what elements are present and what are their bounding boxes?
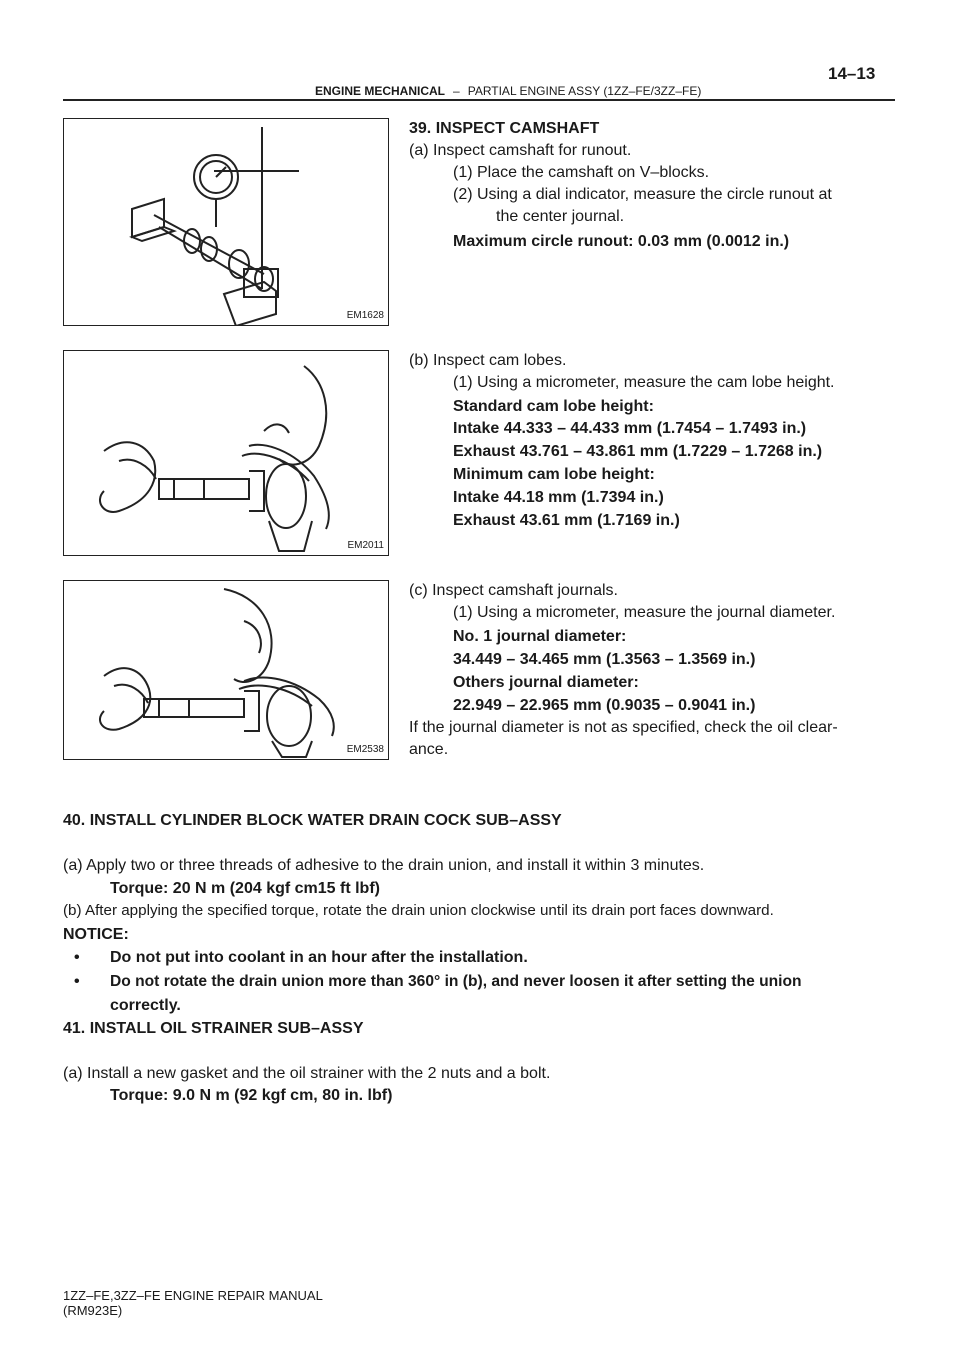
others-journal-title: Others journal diameter: bbox=[453, 674, 639, 691]
step-39-c1: (1) Using a micrometer, measure the journal diameter. bbox=[453, 604, 836, 621]
camshaft-journal-illustration bbox=[64, 581, 388, 759]
bullet-icon: • bbox=[74, 949, 80, 966]
min-cam-intake: Intake 44.18 mm (1.7394 in.) bbox=[453, 489, 664, 506]
footer-manual-title: 1ZZ–FE,3ZZ–FE ENGINE REPAIR MANUAL bbox=[63, 1288, 323, 1303]
footer bbox=[63, 1288, 323, 1318]
figure-code: EM1628 bbox=[346, 310, 384, 321]
step-40-torque: Torque: 20 N m (204 kgf cm15 ft lbf) bbox=[110, 880, 380, 897]
running-header bbox=[315, 84, 701, 98]
header-section: ENGINE MECHANICAL bbox=[315, 84, 446, 98]
figure-camshaft-journal bbox=[63, 580, 389, 760]
step-39-b1: (1) Using a micrometer, measure the cam lobe height. bbox=[453, 374, 835, 391]
notice-bullet-2b: correctly. bbox=[110, 997, 181, 1014]
step-40-b: (b) After applying the specified torque, rotate the drain union clockwise until its drain port faces downward. bbox=[63, 902, 774, 919]
notice-label: NOTICE: bbox=[63, 926, 129, 943]
page-number: 14–13 bbox=[828, 64, 876, 83]
step-40-title: 40. INSTALL CYLINDER BLOCK WATER DRAIN COCK SUB–ASSY bbox=[63, 812, 562, 829]
step-39-b: (b) Inspect cam lobes. bbox=[409, 352, 567, 369]
step-40-a: (a) Apply two or three threads of adhesive to the drain union, and install it within 3 minutes. bbox=[63, 857, 705, 874]
cam-lobe-illustration bbox=[64, 351, 388, 555]
no1-journal-title: No. 1 journal diameter: bbox=[453, 628, 627, 645]
footer-manual-code: (RM923E) bbox=[63, 1303, 123, 1318]
step-39-a1: (1) Place the camshaft on V–blocks. bbox=[453, 164, 710, 181]
figure-camshaft-runout bbox=[63, 118, 389, 326]
step-39-a2: (2) Using a dial indicator, measure the circle runout at bbox=[453, 186, 832, 203]
journal-note-line1: If the journal diameter is not as specified, check the oil clear- bbox=[409, 719, 838, 736]
figure-code: EM2538 bbox=[346, 744, 384, 755]
bullet-icon: • bbox=[74, 973, 80, 990]
camshaft-runout-illustration bbox=[64, 119, 388, 325]
std-cam-exhaust: Exhaust 43.761 – 43.861 mm (1.7229 – 1.7268 in.) bbox=[453, 443, 823, 460]
header-dash: – bbox=[453, 84, 460, 98]
step-41-title: 41. INSTALL OIL STRAINER SUB–ASSY bbox=[63, 1020, 364, 1037]
header-subsection: PARTIAL ENGINE ASSY (1ZZ–FE/3ZZ–FE) bbox=[467, 84, 702, 98]
others-journal-value: 22.949 – 22.965 mm (0.9035 – 0.9041 in.) bbox=[453, 697, 756, 714]
std-cam-intake: Intake 44.333 – 44.433 mm (1.7454 – 1.7493 in.) bbox=[453, 420, 807, 437]
figure-code: EM2011 bbox=[347, 540, 384, 551]
step-41-a: (a) Install a new gasket and the oil strainer with the 2 nuts and a bolt. bbox=[63, 1065, 551, 1082]
step-41-torque: Torque: 9.0 N m (92 kgf cm, 80 in. lbf) bbox=[110, 1087, 393, 1104]
std-cam-title: Standard cam lobe height: bbox=[453, 398, 654, 415]
spec-runout: Maximum circle runout: 0.03 mm (0.0012 in.) bbox=[453, 233, 790, 250]
notice-bullet-2: Do not rotate the drain union more than 360° in (b), and never loosen it after setting the union bbox=[110, 973, 802, 990]
header-rule bbox=[63, 99, 895, 101]
step-39-a2b: the center journal. bbox=[496, 208, 625, 225]
journal-note-line2: ance. bbox=[409, 741, 449, 758]
min-cam-title: Minimum cam lobe height: bbox=[453, 466, 655, 483]
min-cam-exhaust: Exhaust 43.61 mm (1.7169 in.) bbox=[453, 512, 680, 529]
no1-journal-value: 34.449 – 34.465 mm (1.3563 – 1.3569 in.) bbox=[453, 651, 756, 668]
step-39-c: (c) Inspect camshaft journals. bbox=[409, 582, 618, 599]
step-39-title: 39. INSPECT CAMSHAFT bbox=[409, 120, 600, 137]
step-39-a: (a) Inspect camshaft for runout. bbox=[409, 142, 632, 159]
figure-cam-lobe bbox=[63, 350, 389, 556]
notice-bullet-1: Do not put into coolant in an hour after the installation. bbox=[110, 949, 528, 966]
